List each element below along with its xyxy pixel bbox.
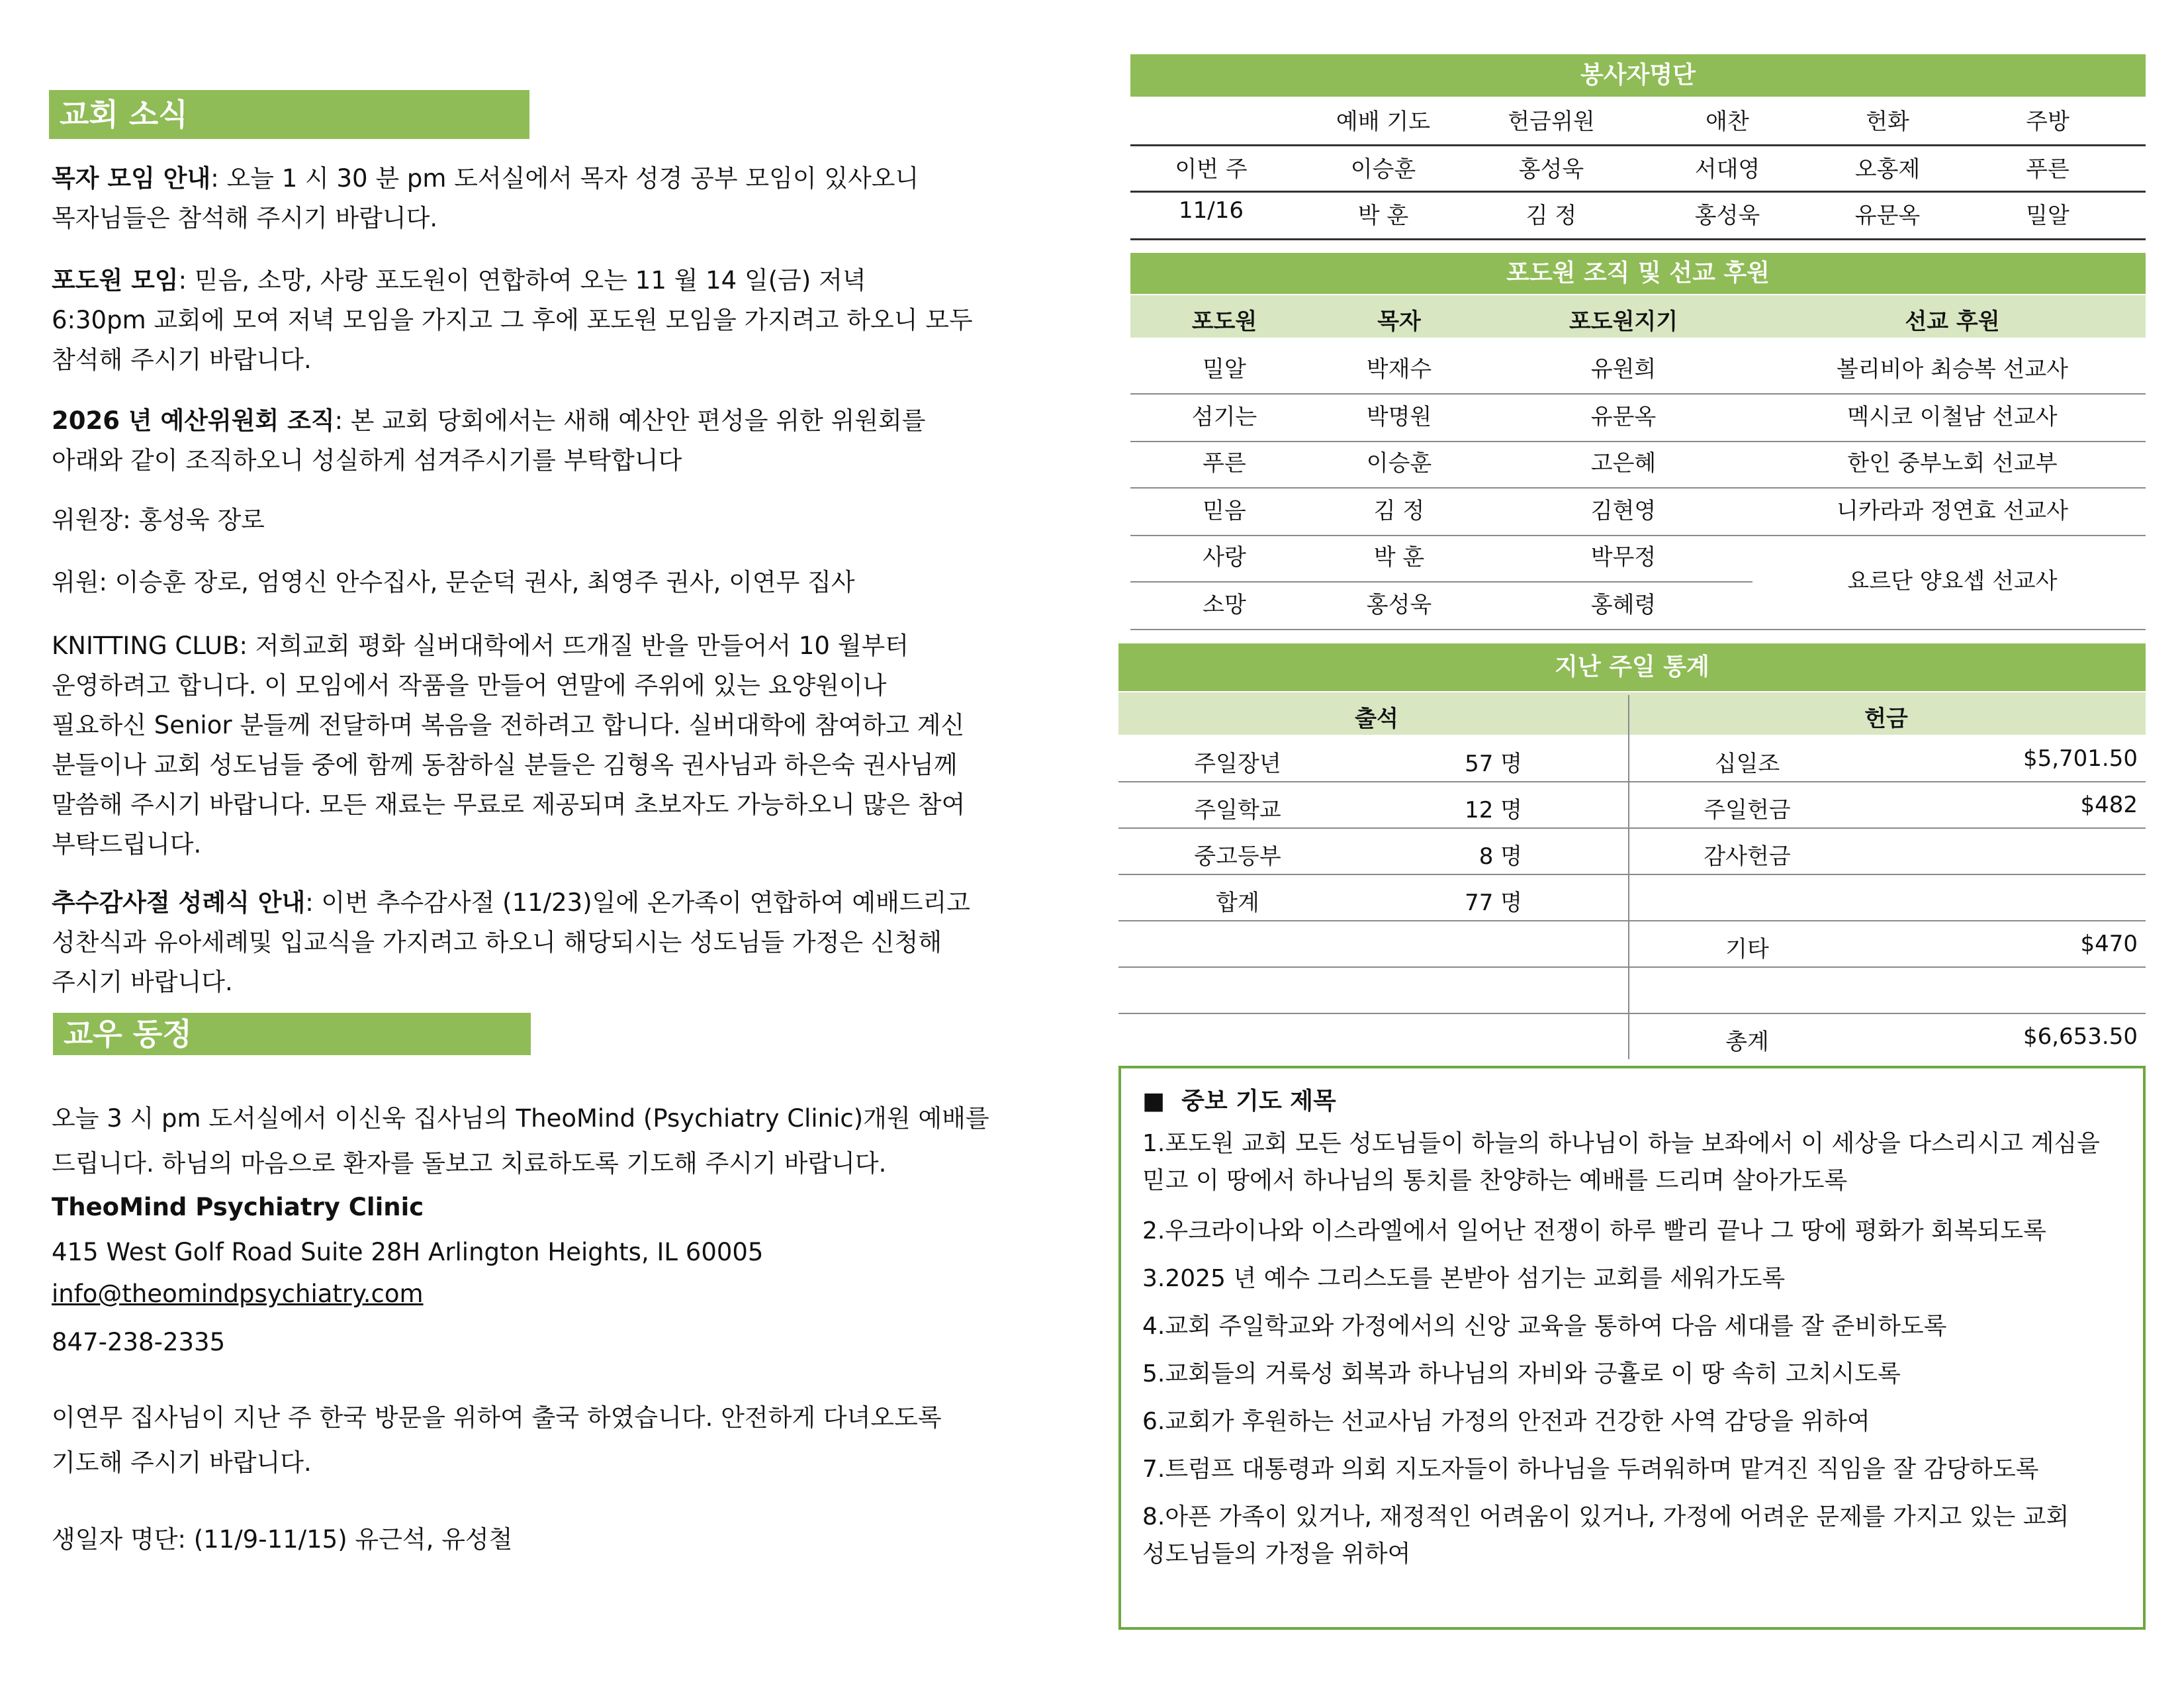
offering-label: 기타 <box>1725 936 1769 962</box>
offering-value: $470 <box>2080 931 2138 957</box>
news-item-pastor-meeting <box>52 159 1084 238</box>
volunteers-col-header: 헌화 <box>1866 109 1909 135</box>
vineyard-cell: 박무정 <box>1590 544 1657 571</box>
news-item-label: 포도원 모임 <box>52 266 179 295</box>
vineyard-cell: 박재수 <box>1366 356 1432 383</box>
vineyard-cell: 박명원 <box>1366 404 1432 430</box>
attendance-label: 합계 <box>1216 890 1259 916</box>
offering-label: 총계 <box>1725 1029 1769 1055</box>
news-item-text: : 믿음, 소망, 사랑 포도원이 연합하여 오는 11 월 14 일(금) 저녁 6:30pm 교회에 모여 저녁 모임을 가지고 그 후에 포도원 모임을 가지려고 하오니 모두 참석해 주시기 바랍니다. <box>52 266 973 374</box>
birthday-list: 생일자 명단: (11/9-11/15) 유근석, 유성철 <box>52 1525 513 1554</box>
members-clinic-announcement: 오늘 3 시 pm 도서실에서 이신욱 집사님의 TheoMind (Psychiatry Clinic)개원 예배를 드립니다. 하님의 마음으로 환자를 돌보고 치료하도록 기도해 주시기 바랍니다. <box>52 1104 989 1178</box>
attendance-label: 주일장년 <box>1194 751 1281 777</box>
news-item-text: : 오늘 1 시 30 분 pm 도서실에서 목자 성경 공부 모임이 있사오니 목자님들은 참석해 주시기 바랍니다. <box>52 164 919 232</box>
members-section-title: 교우 동정 <box>53 1013 531 1055</box>
vineyard-cell: 멕시코 이철남 선교사 <box>1847 404 2058 430</box>
attendance-value: 12 명 <box>1465 797 1522 823</box>
news-item-knitting-club <box>52 626 1084 865</box>
prayer-item: 8.아픈 가족이 있거나, 재정적인 어려움이 있거나, 가정에 어려운 문제를 가지고 있는 교회 성도님들의 가정을 위하여 <box>1142 1503 2070 1568</box>
attendance-value: 8 명 <box>1479 843 1522 870</box>
volunteers-cell: 11/16 <box>1179 197 1244 224</box>
news-section-title: 교회 소식 <box>49 90 529 139</box>
news-item-vineyard-meeting <box>52 261 1084 380</box>
vineyard-cell: 푸른 <box>1203 450 1246 477</box>
news-item-text: 위원: 이승훈 장로, 엄영신 안수집사, 문순덕 권사, 최영주 권사, 이연무 집사 <box>52 568 855 596</box>
vineyard-cell: 소망 <box>1203 592 1246 618</box>
prayer-item: 5.교회들의 거룩성 회복과 하나님의 자비와 긍휼로 이 땅 속히 고치시도록 <box>1142 1360 1901 1387</box>
offering-label: 십일조 <box>1714 751 1780 777</box>
news-item-text: 위원장: 홍성욱 장로 <box>52 506 265 534</box>
volunteers-cell: 오홍제 <box>1854 156 1921 183</box>
clinic-email-link[interactable]: info@theomindpsychiatry.com <box>52 1280 424 1308</box>
volunteers-cell: 이승훈 <box>1350 156 1416 183</box>
vineyard-title: 포도원 조직 및 선교 후원 <box>1130 253 2146 294</box>
vineyard-col-header: 목자 <box>1377 308 1421 335</box>
vineyard-cell: 볼리비아 최승복 선교사 <box>1836 356 2069 383</box>
volunteers-cell: 푸른 <box>2026 156 2070 183</box>
clinic-address: 415 West Golf Road Suite 28H Arlington Heights, IL 60005 <box>52 1238 764 1266</box>
vineyard-cell: 홍성욱 <box>1366 592 1432 618</box>
vineyard-cell: 유원희 <box>1590 356 1657 383</box>
prayer-item: 3.2025 년 예수 그리스도를 본받아 섬기는 교회를 세워가도록 <box>1142 1265 1786 1292</box>
volunteers-cell: 유문옥 <box>1854 203 1921 229</box>
vineyard-cell: 김현영 <box>1590 498 1657 524</box>
offering-value: $482 <box>2080 792 2138 818</box>
prayer-item: 1.포도원 교회 모든 성도님들이 하늘의 하나님이 하늘 보좌에서 이 세상을 다스리시고 계심을 믿고 이 땅에서 하나님의 통치를 찬양하는 예배를 드리며 살아가도록 <box>1142 1130 2100 1194</box>
news-item-text: KNITTING CLUB: 저희교회 평화 실버대학에서 뜨개질 반을 만들어서 10 월부터 운영하려고 합니다. 이 모임에서 작품을 만들어 연말에 주위에 있는 요양원이나 필요하신 Senior 분들께 전달하며 복음을 전하려고 합니다. 실버대학에 참여하고 계신 분들이나 교회 성도님들 중에 함께 동참하실 분들은 김형옥 권사님과 하은숙 권사님께 말씀해 주시기 바랍니다. 모든 재료는 무료로 제공되며 초보자도 가능하오니 많은 참여 부탁드립니다. <box>52 632 966 859</box>
volunteers-cell: 김 정 <box>1525 203 1577 229</box>
volunteers-title: 봉사자명단 <box>1130 54 2146 97</box>
vineyard-cell: 섬기는 <box>1191 404 1257 430</box>
volunteers-col-header: 주방 <box>2026 109 2070 135</box>
volunteers-cell: 서대영 <box>1694 156 1760 183</box>
volunteers-col-header: 애찬 <box>1706 109 1749 135</box>
attendance-label: 중고등부 <box>1194 843 1281 870</box>
news-item-label: 2026 년 예산위원회 조직 <box>52 406 335 435</box>
prayer-item: 7.트럼프 대통령과 의회 지도자들이 하나님을 두려워하며 맡겨진 직임을 잘 감당하도록 <box>1142 1456 2039 1483</box>
vineyard-cell: 유문옥 <box>1590 404 1657 430</box>
attendance-label: 주일학교 <box>1194 797 1281 823</box>
vineyard-col-header: 포도원 <box>1191 308 1257 335</box>
vineyard-cell: 김 정 <box>1373 498 1425 524</box>
vineyard-cell: 사랑 <box>1203 544 1246 571</box>
news-item-text: : 본 교회 당회에서는 새해 예산안 편성을 위한 위원회를 아래와 같이 조직하오니 성실하게 섬겨주시기를 부탁합니다 <box>52 406 926 475</box>
volunteers-col-header: 예배 기도 <box>1336 109 1431 135</box>
offering-value: $5,701.50 <box>2023 745 2138 772</box>
volunteers-cell: 홍성욱 <box>1518 156 1584 183</box>
offering-label: 주일헌금 <box>1704 797 1791 823</box>
vineyard-cell: 박 훈 <box>1373 544 1425 571</box>
clinic-phone: 847-238-2335 <box>52 1328 226 1356</box>
vineyard-cell: 한인 중부노회 선교부 <box>1847 450 2058 477</box>
offering-label: 감사헌금 <box>1704 843 1791 870</box>
vineyard-col-header: 포도원지기 <box>1569 308 1678 335</box>
volunteers-cell: 홍성욱 <box>1694 203 1760 229</box>
stats-title: 지난 주일 통계 <box>1118 643 2146 691</box>
offering-header: 헌금 <box>1864 706 1908 732</box>
news-item-text: : 이번 추수감사절 (11/23)일에 온가족이 연합하여 예배드리고 성찬식과 유아세례및 입교식을 가지려고 하오니 해당되시는 성도님들 가정은 신청해 주시기 바랍니다. <box>52 888 971 996</box>
prayer-item: 2.우크라이나와 이스라엘에서 일어난 전쟁이 하루 빨리 끝나 그 땅에 평화가 회복되도록 <box>1142 1217 2046 1244</box>
vineyard-cell: 밀알 <box>1203 356 1246 383</box>
vineyard-cell: 이승훈 <box>1366 450 1432 477</box>
news-item-thanksgiving <box>52 883 1084 1002</box>
vineyard-cell: 믿음 <box>1203 498 1246 524</box>
members-travel-note: 이연무 집사님이 지난 주 한국 방문을 위하여 출국 하였습니다. 안전하게 다녀오도록 기도해 주시기 바랍니다. <box>52 1403 942 1477</box>
news-item-chairman <box>52 500 1084 540</box>
news-item-budget-committee <box>52 401 1084 481</box>
vineyard-cell: 홍혜령 <box>1590 592 1657 618</box>
prayer-title: ■ 중보 기도 제목 <box>1142 1088 1336 1115</box>
vineyard-cell: 니카라과 정연효 선교사 <box>1836 498 2069 524</box>
prayer-item: 4.교회 주일학교와 가정에서의 신앙 교육을 통하여 다음 세대를 잘 준비하도록 <box>1142 1313 1947 1340</box>
clinic-name: TheoMind Psychiatry Clinic <box>52 1193 424 1221</box>
attendance-value: 57 명 <box>1465 751 1522 777</box>
volunteers-col-header: 헌금위원 <box>1508 109 1595 135</box>
prayer-item: 6.교회가 후원하는 선교사님 가정의 안전과 건강한 사역 감당을 위하여 <box>1142 1408 1870 1435</box>
news-item-label: 추수감사절 성례식 안내 <box>52 888 306 917</box>
news-item-committee-members <box>52 563 1084 602</box>
news-item-label: 목자 모임 안내 <box>52 164 211 193</box>
vineyard-col-header: 선교 후원 <box>1905 308 2000 335</box>
volunteers-cell: 박 훈 <box>1357 203 1409 229</box>
vineyard-merged-mission: 요르단 양요셉 선교사 <box>1847 568 2058 594</box>
attendance-value: 77 명 <box>1465 890 1522 916</box>
attendance-header: 출석 <box>1355 706 1398 732</box>
vineyard-cell: 고은혜 <box>1590 450 1657 477</box>
offering-value: $6,653.50 <box>2023 1023 2138 1050</box>
volunteers-cell: 이번 주 <box>1175 156 1248 183</box>
volunteers-cell: 밀알 <box>2026 203 2070 229</box>
